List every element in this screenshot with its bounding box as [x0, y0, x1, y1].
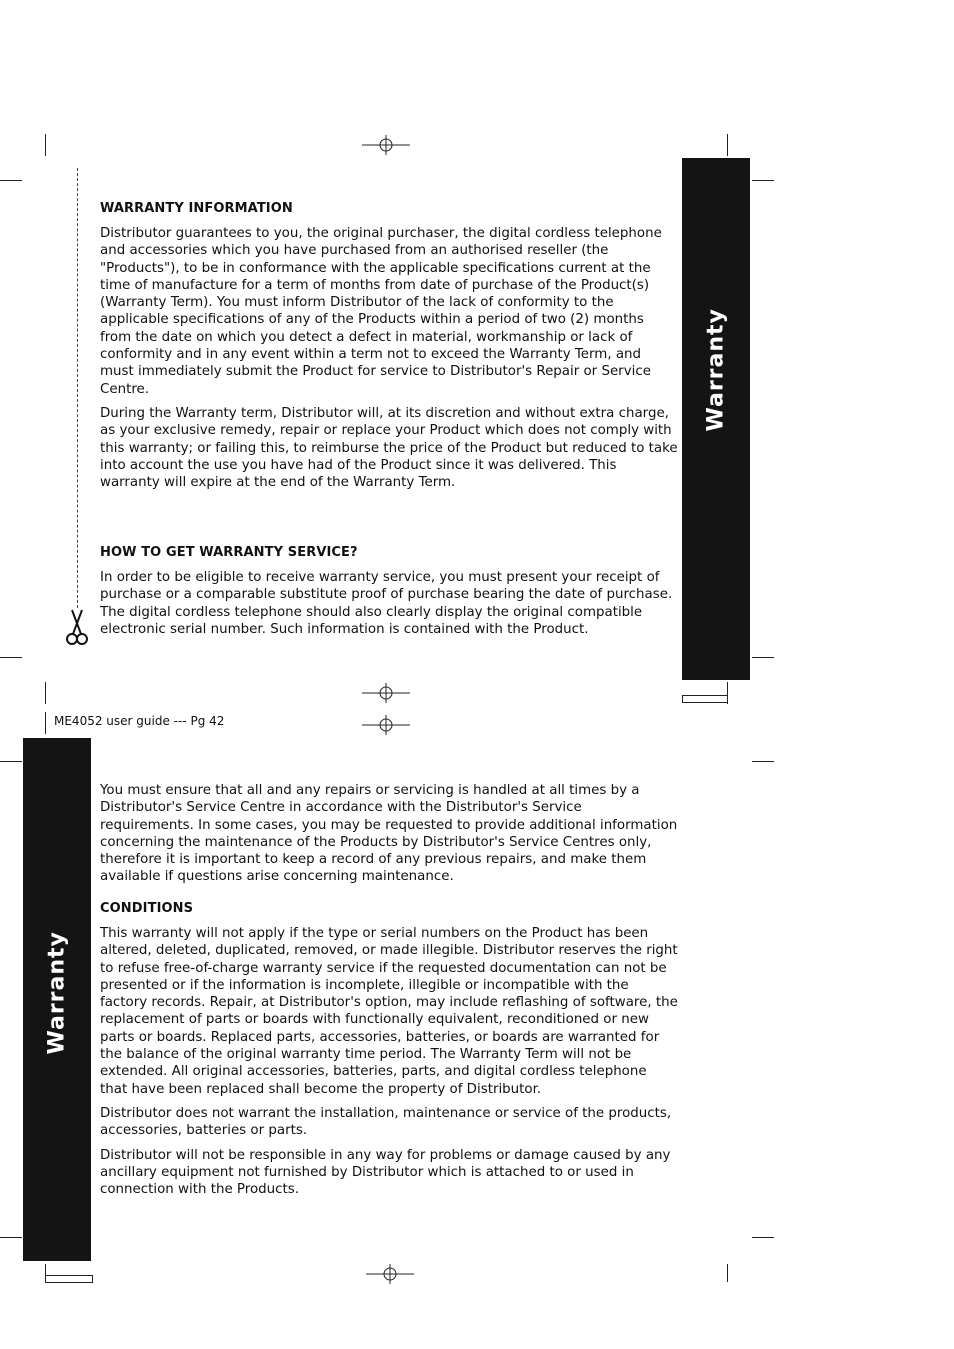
warranty-info-text	[100, 225, 678, 498]
paragraph: Distributor guarantees to you, the original purchaser, the digital cordless telephone and accessories which you have purchased from an authorised reseller (the "Products"), to be in conformance with the applicable specifications current at the time of manufacture for a term of months from date of purchase of the Product(s) (Warranty Term). You must inform Distributor of the lack of conformity to the applicable specifications of any of the Products within a period of two (2) months from the date on which you detect a defect in material, workmanship or lack of conformity and in any event within a term not to exceed the Warranty Term, and must immediately submit the Product for service to Distributor's Repair or Service Centre.	[100, 226, 662, 397]
scissors-icon	[64, 608, 90, 646]
paragraph: In order to be eligible to receive warranty service, you must present your receipt of purchase or a comparable substitute proof of purchase bearing the date of purchase. The digital cordless telephone should also clearly display the original compatible electronic serial number. Such information is contained with the Product.	[100, 570, 673, 637]
section-heading: CONDITIONS	[100, 901, 194, 916]
side-tab-label: Warranty	[44, 931, 70, 1055]
registration-mark	[366, 1264, 414, 1284]
paragraph: During the Warranty term, Distributor will, at its discretion and without extra charge, as your exclusive remedy, repair or replace your Product which does not comply with this warranty; or failing this, to reimburse the price of the Product but reduced to take into account the use you have had of the Product since it was delivered. This warranty will expire at the end of the Warranty Term.	[100, 405, 678, 491]
paragraph: You must ensure that all and any repairs or servicing is handled at all times by a Distributor's Service Centre in accordance with the Distributor's Service requirements. In some cases, you may be requested to provide additional information concerning the maintenance of the Products by Distributor's Service Centres only, therefore it is important to keep a record of any previous repairs, and make them available if questions arise concerning maintenance.	[100, 783, 678, 885]
side-tab-left	[23, 738, 91, 1261]
registration-mark	[362, 715, 410, 735]
registration-mark	[362, 135, 410, 155]
section-heading: HOW TO GET WARRANTY SERVICE?	[100, 545, 358, 560]
side-tab-right	[682, 158, 750, 680]
tab-end-box	[682, 695, 728, 703]
repairs-text	[100, 782, 678, 893]
tab-end-box	[45, 1275, 93, 1283]
registration-mark	[362, 683, 410, 703]
page-footer: ME4052 user guide --- Pg 42	[54, 714, 225, 728]
paragraph: Distributor will not be responsible in any way for problems or damage caused by any ancillary equipment not furnished by Distributor which is attached to or used in connection with the Products.	[100, 1147, 671, 1198]
paragraph: Distributor does not warrant the installation, maintenance or service of the products, accessories, batteries or parts.	[100, 1105, 672, 1139]
warranty-service-text	[100, 569, 678, 645]
paragraph: This warranty will not apply if the type or serial numbers on the Product has been altered, deleted, duplicated, removed, or made illegible. Distributor reserves the right to refuse free-of-charge warranty service if the requested documentation can not be presented or if the information is incomplete, illegible or incompatible with the factory records. Repair, at Distributor's option, may include reflashing of software, the replacement of parts or boards with functionally equivalent, reconditioned or new parts or boards. Replaced parts, accessories, batteries, or boards are warranted for the balance of the original warranty time period. The Warranty Term will not be extended. All original accessories, batteries, parts, and digital cordless telephone that have been replaced shall become the property of Distributor.	[100, 926, 678, 1097]
cut-line	[77, 168, 78, 608]
conditions-text	[100, 925, 678, 1205]
section-heading: WARRANTY INFORMATION	[100, 201, 293, 216]
side-tab-label: Warranty	[703, 308, 729, 432]
